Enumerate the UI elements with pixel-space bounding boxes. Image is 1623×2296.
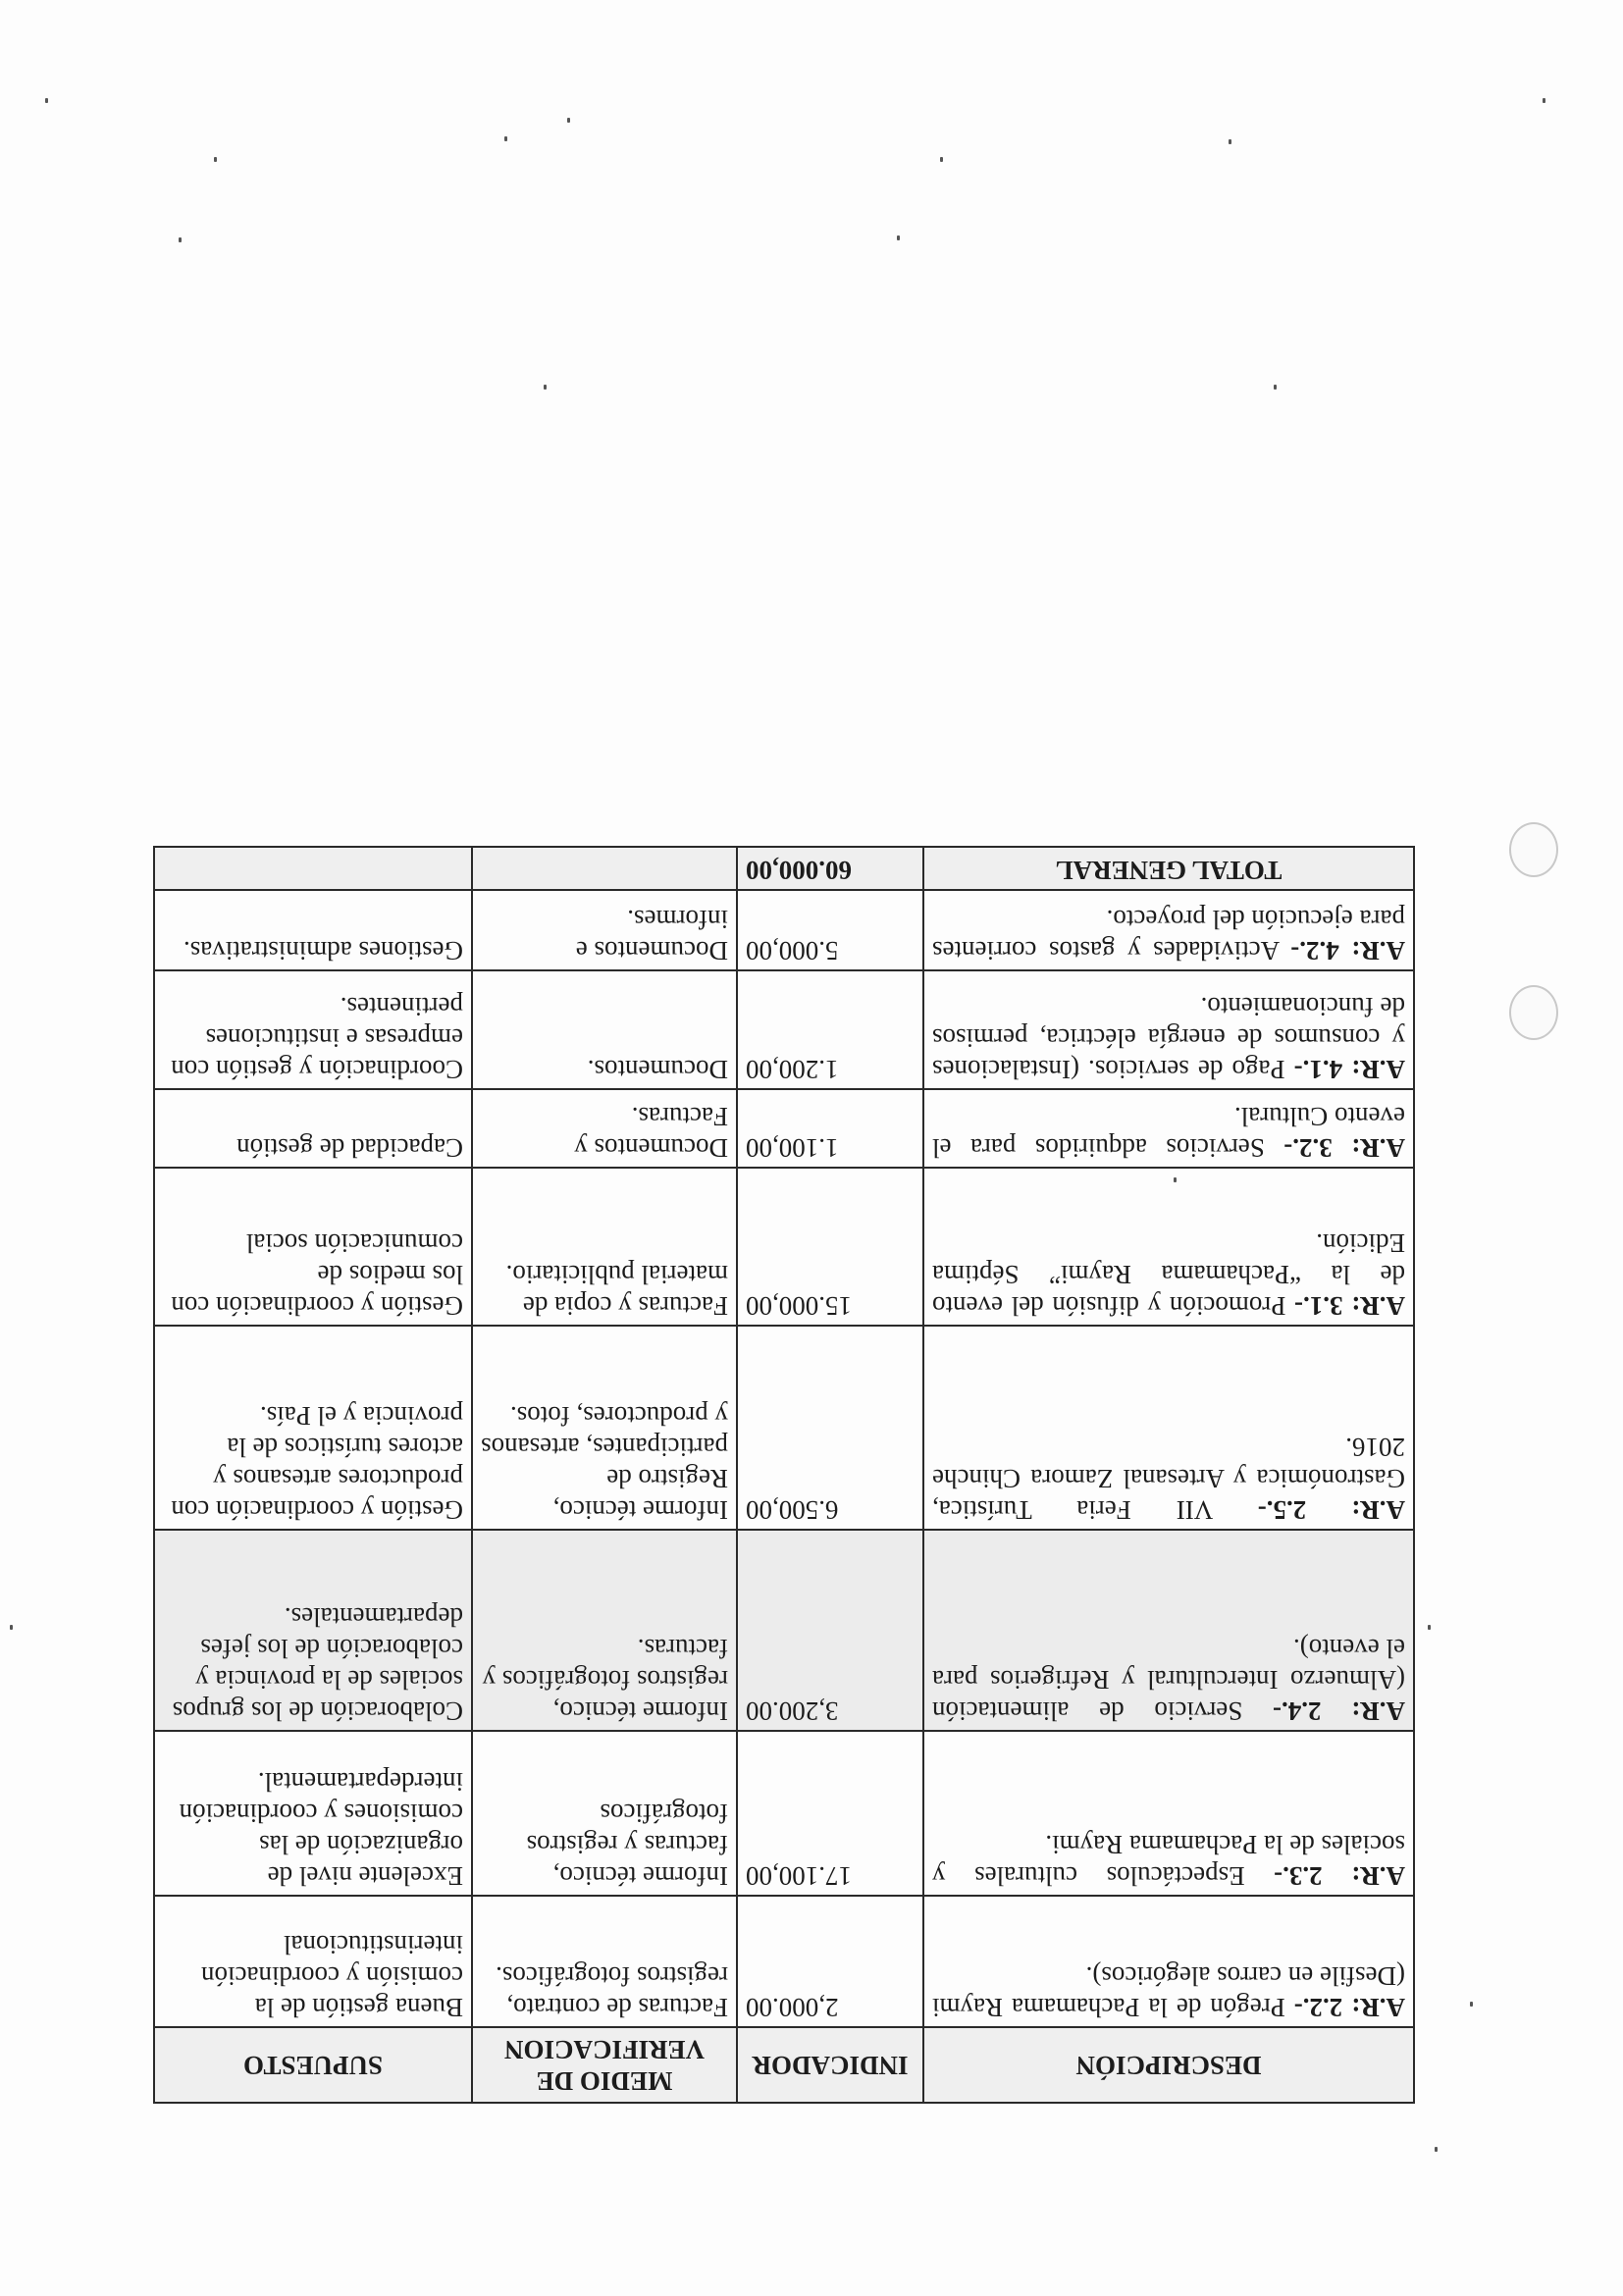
activity-code: A.R: 2.2.- xyxy=(1293,1992,1405,2022)
activity-text: Pago de servicios. (Instalaciones y consumos de energía eléctrica, permisos de funcionamiento. xyxy=(932,992,1405,1085)
scan-speck xyxy=(1428,1625,1431,1630)
row-description xyxy=(923,1530,1414,1731)
row-description xyxy=(923,1896,1414,2027)
table-row xyxy=(154,1896,1414,2027)
total-empty-cell xyxy=(472,847,737,890)
scan-speck xyxy=(940,157,943,162)
row-indicator: 6.500,00 xyxy=(737,1326,923,1529)
row-indicator: 1.200,00 xyxy=(737,970,923,1090)
table-row xyxy=(154,1326,1414,1529)
row-indicator: 3,200.00 xyxy=(737,1530,923,1731)
table-row xyxy=(154,1731,1414,1896)
table-row xyxy=(154,1168,1414,1326)
header-assumption: SUPUESTO xyxy=(154,2027,472,2103)
row-indicator: 15.000,00 xyxy=(737,1168,923,1326)
scan-speck xyxy=(567,118,570,123)
table-row xyxy=(154,890,1414,970)
activity-code: A.R: 4.1.- xyxy=(1293,1055,1405,1085)
row-verification: Documentos e informes. xyxy=(472,890,737,970)
row-assumption: Gestión y coordinación con productores artesanos y actores turísticos de la provincia y el País. xyxy=(154,1326,472,1529)
scan-speck xyxy=(1435,2147,1438,2152)
total-empty-cell xyxy=(154,847,472,890)
activity-text: VII Feria Turística, Gastronómica y Artesanal Zamora Chinche 2016. xyxy=(931,1432,1405,1525)
row-indicator: 1.100,00 xyxy=(737,1089,923,1168)
row-description xyxy=(923,1731,1414,1896)
row-assumption: Coordinación y gestión con empresas e instituciones pertinentes. xyxy=(154,970,472,1090)
scan-speck xyxy=(214,157,217,162)
scan-speck xyxy=(504,136,507,141)
activity-code: A.R: 3.1.- xyxy=(1294,1291,1405,1322)
budget-table-rotated xyxy=(155,846,1415,2104)
table-row xyxy=(154,1530,1414,1731)
activity-text: Pregón de la Pachamama Raymi (Desfile en carros alegóricos). xyxy=(931,1960,1405,2022)
row-verification: Documentos y Facturas. xyxy=(472,1089,737,1168)
header-indicator: INDICADOR xyxy=(737,2027,923,2103)
row-assumption: Gestiones administrativas. xyxy=(154,890,472,970)
scan-speck xyxy=(544,385,547,390)
row-assumption: Excelente nivel de organización de las comisiones y coordinación interdepartamental. xyxy=(154,1731,472,1896)
table-row xyxy=(154,970,1414,1090)
activity-text: Servicios adquiridos para el evento Cultural. xyxy=(932,1101,1405,1163)
row-description xyxy=(923,1089,1414,1168)
row-description xyxy=(923,890,1414,970)
row-description xyxy=(923,1168,1414,1326)
activity-code: A.R: 4.2.- xyxy=(1290,935,1405,965)
activity-code: A.R: 2.4.- xyxy=(1273,1696,1405,1727)
row-description xyxy=(923,1326,1414,1529)
scan-speck xyxy=(10,1625,13,1630)
table-row xyxy=(154,1089,1414,1168)
header-verification: MEDIO DE VERIFICACION xyxy=(472,2027,737,2103)
scan-speck xyxy=(1470,2002,1473,2007)
row-verification: Informe técnico, Registro de participantes, artesanos y productores, fotos. xyxy=(472,1326,737,1529)
total-value: 60.000,00 xyxy=(737,847,923,890)
activity-text: Servicio de alimentación (Almuerzo Intercultural y Refrigerios para el evento). xyxy=(931,1634,1405,1727)
scan-speck xyxy=(45,98,48,103)
row-verification: Informe técnico, facturas y registros fotográficos xyxy=(472,1731,737,1896)
activity-code: A.R: 2.3.- xyxy=(1274,1860,1405,1891)
scan-speck xyxy=(1229,139,1231,144)
activity-code: A.R: 2.5.- xyxy=(1257,1494,1405,1525)
table-header-row xyxy=(154,2027,1414,2103)
row-verification: Informe técnico, registros fotográficos y facturas. xyxy=(472,1530,737,1731)
row-assumption: Capacidad de gestión xyxy=(154,1089,472,1168)
total-row xyxy=(154,847,1414,890)
row-indicator: 17.100,00 xyxy=(737,1731,923,1896)
row-verification: Facturas de contrato, registros fotográficos. xyxy=(472,1896,737,2027)
activity-text: Actividades y gastos corrientes para ejecución del proyecto. xyxy=(931,904,1405,965)
row-description xyxy=(923,970,1414,1090)
punch-hole xyxy=(1509,985,1558,1040)
row-assumption: Buena gestión de la comisión y coordinación interinstitucional xyxy=(154,1896,472,2027)
activity-text: Promoción y difusión del evento de la “Pachamama Raymi” Séptima Edición. xyxy=(932,1228,1405,1322)
scan-speck xyxy=(897,235,900,240)
row-assumption: Colaboración de los grupos sociales de la provincia y colaboración de los jefes departamentales. xyxy=(154,1530,472,1731)
budget-table xyxy=(153,846,1415,2104)
scan-speck xyxy=(1274,385,1277,390)
punch-hole xyxy=(1509,822,1558,877)
scan-speck xyxy=(179,237,182,242)
row-verification: Facturas y copia de material publicitario. xyxy=(472,1168,737,1326)
activity-code: A.R: 3.2.- xyxy=(1283,1132,1405,1163)
total-label: TOTAL GENERAL xyxy=(923,847,1414,890)
row-indicator: 2,000.00 xyxy=(737,1896,923,2027)
scan-speck xyxy=(1543,98,1545,103)
row-indicator: 5.000,00 xyxy=(737,890,923,970)
header-description: DESCRIPCIÓN xyxy=(923,2027,1414,2103)
row-verification: Documentos. xyxy=(472,970,737,1090)
row-assumption: Gestión y coordinación con los medios de comunicación social xyxy=(154,1168,472,1326)
activity-text: Espectáculos culturales y sociales de la Pachamama Raymi. xyxy=(931,1829,1405,1891)
